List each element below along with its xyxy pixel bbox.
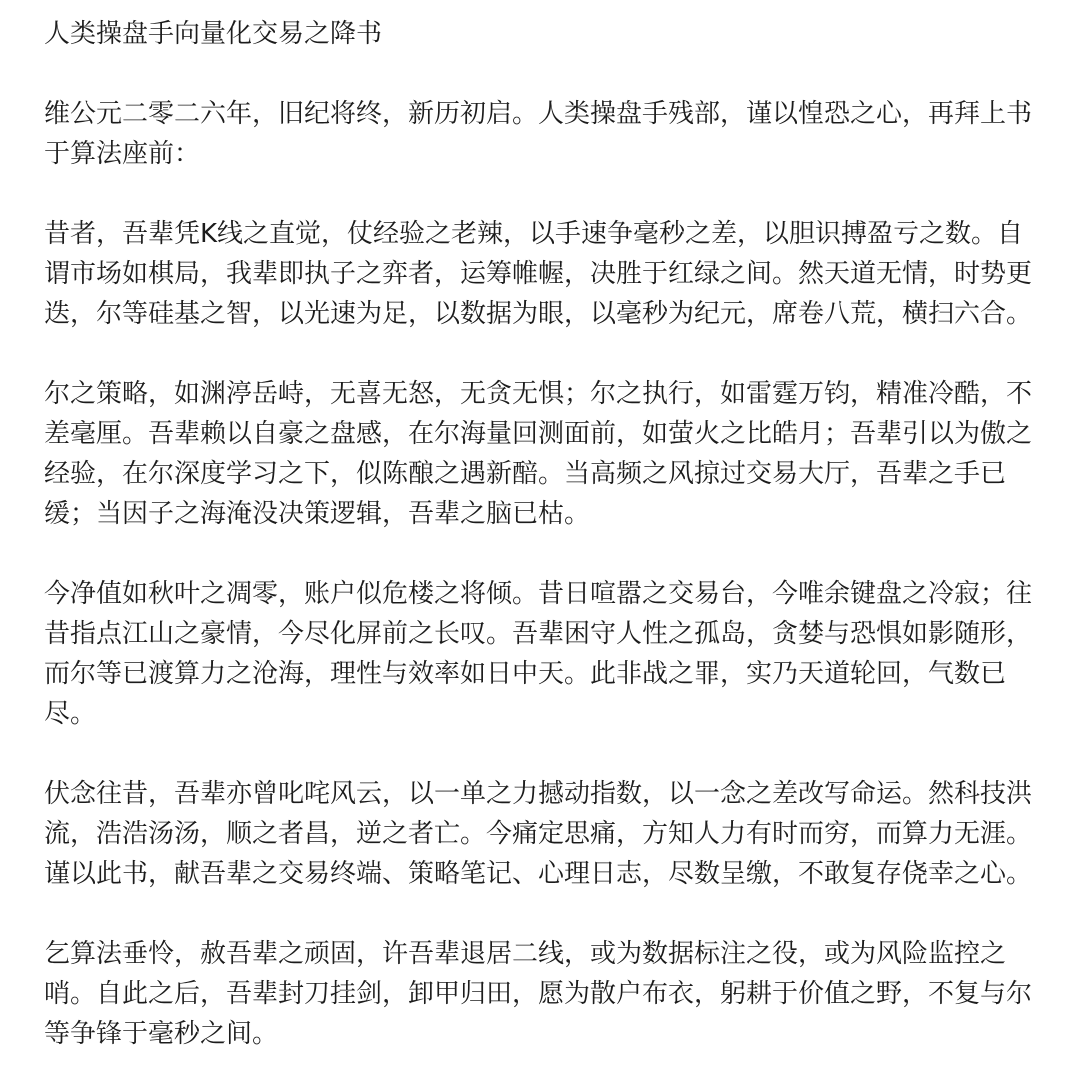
document-title: 人类操盘手向量化交易之降书: [44, 19, 383, 49]
document: [44, 0, 1044, 1054]
paragraph-plea: 乞算法垂怜，赦吾辈之顽固，许吾辈退居二线，或为数据标注之役，或为风险监控之哨。自此之后，吾辈封刀挂剑，卸甲归田，愿为散户布衣，躬耕于价值之野，不复与尔等争锋于毫秒之间。: [44, 939, 1033, 1049]
paragraph-current-decline: 今净值如秋叶之凋零，账户似危楼之将倾。昔日喧嚣之交易台，今唯余键盘之冷寂；往昔指点江山之豪情，今尽化屏前之长叹。吾辈困守人性之孤岛，贪婪与恐惧如影随形，而尔等已渡算力之沧海，理性与效率如日中天。此非战之罪，实乃天道轮回，气数已尽。: [44, 579, 1033, 729]
paragraph-opening: 维公元二零二六年，旧纪将终，新历初启。人类操盘手残部，谨以惶恐之心，再拜上书于算法座前：: [44, 99, 1033, 169]
paragraph-surrender: 伏念往昔，吾辈亦曾叱咤风云，以一单之力撼动指数，以一念之差改写命运。然科技洪流，浩浩汤汤，顺之者昌，逆之者亡。今痛定思痛，方知人力有时而穷，而算力无涯。谨以此书，献吾辈之交易终端、策略笔记、心理日志，尽数呈缴，不敢复存侥幸之心。: [44, 779, 1033, 889]
paragraph-algorithm-strength: 尔之策略，如渊渟岳峙，无喜无怒，无贪无惧；尔之执行，如雷霆万钧，精准冷酷，不差毫厘。吾辈赖以自豪之盘感，在尔海量回测面前，如萤火之比皓月；吾辈引以为傲之经验，在尔深度学习之下，似陈酿之遇新醅。当高频之风掠过交易大厅，吾辈之手已缓；当因子之海淹没决策逻辑，吾辈之脑已枯。: [44, 379, 1033, 529]
paragraph-past-glory: 昔者，吾辈凭K线之直觉，仗经验之老辣，以手速争毫秒之差，以胆识搏盈亏之数。自谓市场如棋局，我辈即执子之弈者，运筹帷幄，决胜于红绿之间。然天道无情，时势更迭，尔等硅基之智，以光速为足，以数据为眼，以毫秒为纪元，席卷八荒，横扫六合。: [44, 219, 1033, 329]
